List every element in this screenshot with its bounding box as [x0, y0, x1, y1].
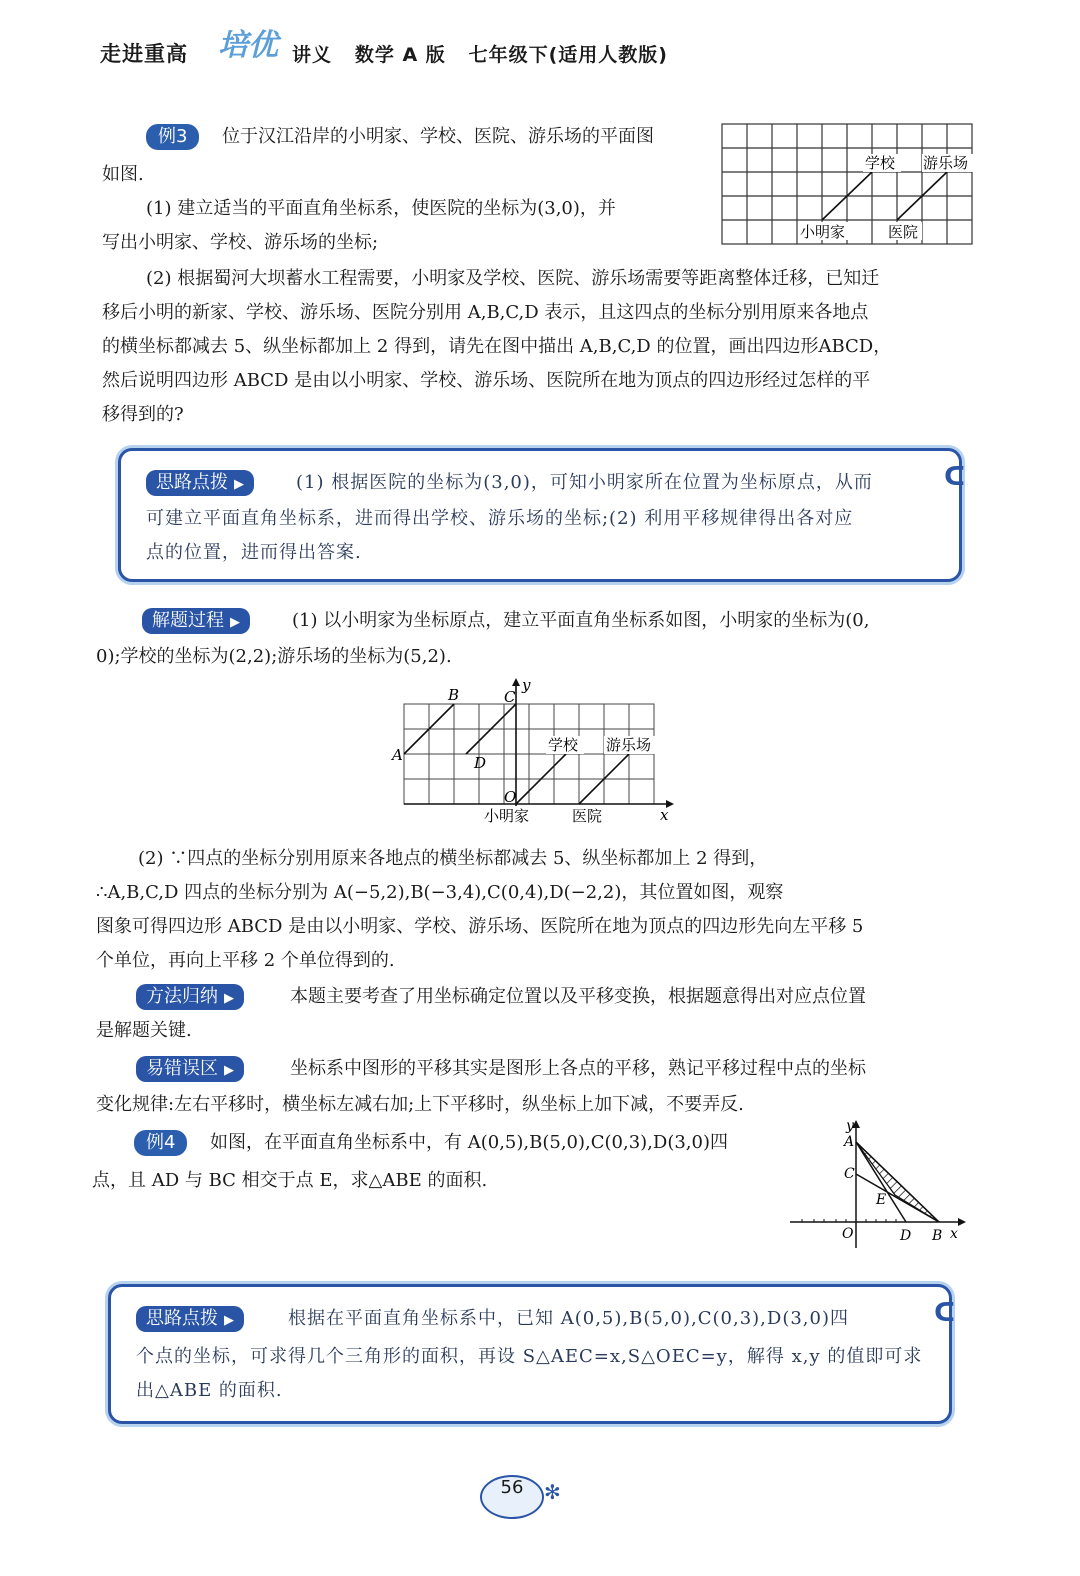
example3-q1b: 写出小明家、学校、游乐场的坐标; — [102, 232, 379, 253]
origin-label: O — [842, 1226, 854, 1242]
example3-q1a: (1) 建立适当的平面直角坐标系，使医院的坐标为(3,0)，并 — [146, 198, 616, 219]
translation-graph — [388, 676, 678, 832]
pitfall-badge: 易错误区 ▶ — [136, 1056, 244, 1082]
series-title: 走进重高 — [100, 42, 188, 66]
graph-label-home: 小明家 — [484, 807, 530, 825]
header-subtitle: 讲义 数学 A 版 七年级下(适用人教版) — [292, 44, 668, 66]
y-axis-label: y — [846, 1118, 854, 1134]
hint2-badge: 思路点拨 ▶ — [136, 1306, 244, 1332]
brand-logo: 培优 — [218, 28, 278, 63]
solution-part2-line2: ∴A,B,C,D 四点的坐标分别为 A(−5,2),B(−3,4),C(0,4),D(−2,2)，其位置如图，观察 — [96, 882, 784, 903]
solution-line1: (1) 以小明家为坐标原点，建立平面直角坐标系如图，小明家的坐标为(0, — [292, 610, 870, 631]
x-axis-arrow — [958, 1218, 966, 1226]
pitfall-line1: 坐标系中图形的平移其实是图形上各点的平移，熟记平移过程中点的坐标 — [290, 1058, 866, 1079]
flower-decoration-icon: ✻ — [544, 1480, 561, 1504]
method-badge: 方法归纳 ▶ — [136, 984, 244, 1010]
point-E-label: E — [876, 1192, 887, 1208]
hint2-line1: 根据在平面直角坐标系中，已知 A(0,5),B(5,0),C(0,3),D(3,0)四 — [288, 1308, 849, 1329]
graph-label-school: 学校 — [548, 736, 579, 754]
play-arrow-icon: ▶ — [224, 1313, 234, 1328]
method-line1: 本题主要考查了用坐标确定位置以及平移变换，根据题意得出对应点位置 — [290, 986, 866, 1007]
point-A-label: A — [392, 746, 403, 764]
example4-line1: 如图，在平面直角坐标系中，有 A(0,5),B(5,0),C(0,3),D(3,0)四 — [210, 1132, 728, 1153]
point-D-label: D — [474, 754, 487, 772]
hint2-line3: 出△ABE 的面积. — [136, 1380, 283, 1401]
map-label-school: 学校 — [865, 154, 896, 172]
hint1-line3: 点的位置，进而得出答案. — [146, 542, 362, 563]
solution-part2-line1: (2) ∵四点的坐标分别用原来各地点的横坐标都减去 5、纵坐标都加上 2 得到， — [138, 848, 768, 869]
solution-line2: 0);学校的坐标为(2,2);游乐场的坐标为(5,2). — [96, 646, 452, 667]
example3-q2-line2: 移后小明的新家、学校、游乐场、医院分别用 A,B,C,D 表示，且这四点的坐标分别用原来各地点 — [102, 302, 869, 323]
solution-part2-line4: 个单位，再向上平移 2 个单位得到的. — [96, 950, 395, 971]
pitfall-line2: 变化规律:左右平移时，横坐标左减右加;上下平移时，纵坐标上加下减，不要弄反. — [96, 1094, 744, 1115]
play-arrow-icon: ▶ — [224, 991, 234, 1006]
play-arrow-icon: ▶ — [224, 1063, 234, 1078]
graph-label-park: 游乐场 — [606, 736, 652, 754]
point-B-label: B — [448, 686, 460, 704]
example3-badge: 例3 — [146, 124, 199, 150]
y-axis-label: y — [522, 676, 531, 694]
map-grid-figure — [718, 120, 980, 250]
map-label-park: 游乐场 — [923, 154, 969, 172]
example3-q2-line1: (2) 根据蜀河大坝蓄水工程需要，小明家及学校、医院、游乐场需要等距离整体迁移，已知迁 — [146, 268, 880, 289]
hint1-line2: 可建立平面直角坐标系，进而得出学校、游乐场的坐标;(2) 利用平移规律得出各对应 — [146, 508, 854, 529]
point-D-label: D — [900, 1228, 912, 1244]
example3-q2-line4: 然后说明四边形 ABCD 是由以小明家、学校、游乐场、医院所在地为顶点的四边形经过怎样的平 — [102, 370, 871, 391]
hook-icon: ᑕ — [934, 1298, 956, 1328]
point-A-label: A — [844, 1134, 855, 1150]
hint1-badge: 思路点拨 ▶ — [146, 470, 254, 496]
origin-label: O — [504, 788, 517, 806]
hook-icon: ᑕ — [944, 462, 966, 492]
method-line2: 是解题关键. — [96, 1020, 192, 1041]
point-C-label: C — [844, 1166, 855, 1182]
example3-text-line2: 如图. — [102, 164, 144, 185]
example3-q2-line5: 移得到的? — [102, 404, 184, 425]
hint1-line1: (1) 根据医院的坐标为(3,0)，可知小明家所在位置为坐标原点，从而 — [296, 472, 873, 493]
point-B-label: B — [932, 1228, 943, 1244]
solution-part2-line3: 图象可得四边形 ABCD 是由以小明家、学校、游乐场、医院所在地为顶点的四边形先向左平移 5 — [96, 916, 864, 937]
example3-text-line1: 位于汉江沿岸的小明家、学校、医院、游乐场的平面图 — [222, 126, 654, 147]
point-C-label: C — [504, 688, 516, 706]
graph-label-hospital: 医院 — [572, 807, 603, 825]
x-axis-label: x — [950, 1226, 958, 1242]
solution-badge: 解题过程 ▶ — [142, 608, 250, 634]
page-number: 56 — [480, 1475, 544, 1519]
triangle-figure — [784, 1116, 970, 1252]
y-axis-arrow — [512, 678, 520, 686]
example3-q2-line3: 的横坐标都减去 5、纵坐标都加上 2 得到，请先在图中描出 A,B,C,D 的位置，画出四边形ABCD， — [102, 336, 892, 357]
x-axis-label: x — [660, 806, 669, 824]
map-label-home: 小明家 — [800, 223, 846, 241]
example4-line2: 点，且 AD 与 BC 相交于点 E，求△ABE 的面积. — [92, 1170, 488, 1191]
play-arrow-icon: ▶ — [234, 477, 244, 492]
hint2-line2: 个点的坐标，可求得几个三角形的面积，再设 S△AEC=x,S△OEC=y，解得 x,y 的值即可求 — [136, 1346, 923, 1367]
example4-badge: 例4 — [134, 1130, 187, 1156]
map-label-hospital: 医院 — [888, 223, 919, 241]
play-arrow-icon: ▶ — [230, 615, 240, 630]
